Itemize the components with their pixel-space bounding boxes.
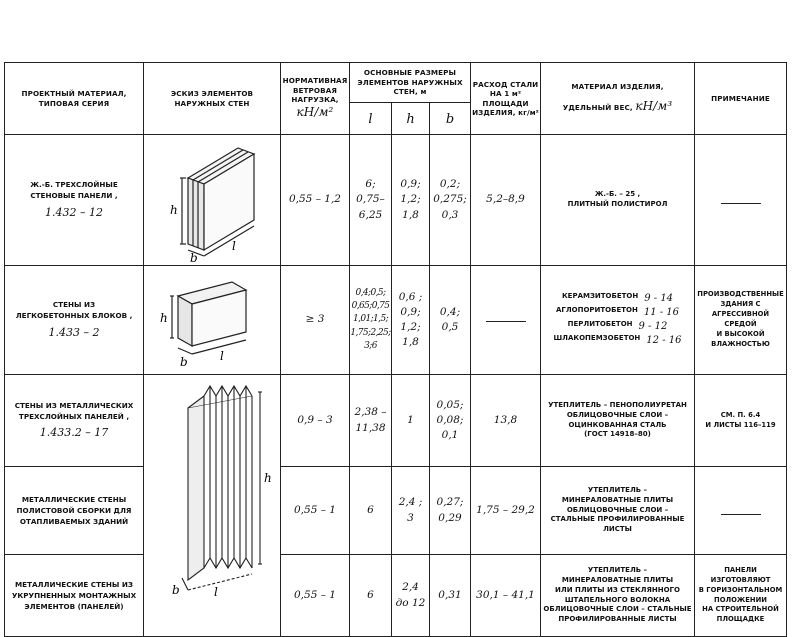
header-material: ПРОЕКТНЫЙ МАТЕРИАЛ, ТИПОВАЯ СЕРИЯ — [5, 63, 144, 135]
wall-elements-table — [4, 62, 787, 637]
unit-weight-unit: кН/м³ — [635, 99, 673, 114]
empty-dash — [721, 514, 761, 515]
corrugated-metal-panel-sketch — [148, 378, 276, 628]
row1-h: 0,9; 1,2; 1,8 — [392, 135, 430, 266]
row2-h: 0,6 ; 0,9; 1,2; 1,8 — [392, 266, 430, 375]
row1-material: Ж.-Б. ТРЕХСЛОЙНЫЕ СТЕНОВЫЕ ПАНЕЛИ , 1.432 – 12 — [5, 135, 144, 266]
table-row — [5, 467, 787, 555]
row1-steel: 5,2–8,9 — [471, 135, 541, 266]
row2-load: ≥ 3 — [281, 266, 350, 375]
row3-note: СМ. П. 6.4 И ЛИСТЫ 116–119 — [695, 375, 787, 467]
row2-steel — [471, 266, 541, 375]
row2-product: КЕРАМЗИТОБЕТОН 9 - 14 АГЛОПОРИТОБЕТОН 11 - 16 ПЕРЛИТОБЕТОН 9 - 12 ШЛАКОПЕМЗОБЕТОН 12 - 16 — [541, 266, 695, 375]
sketch-label-h: h — [170, 202, 178, 217]
row1-b: 0,2; 0,275; 0,3 — [430, 135, 471, 266]
row5-b: 0,31 — [430, 555, 471, 637]
row4-steel: 1,75 – 29,2 — [471, 467, 541, 555]
sketch-label-h: h — [264, 471, 272, 485]
row2-l: 0,4;0,5; 0,65;0,75 1,01;1,5; 1,75;2,25; 3;6 — [350, 266, 392, 375]
table-row — [5, 375, 787, 467]
row3-product: УТЕПЛИТЕЛЬ – ПЕНОПОЛИУРЕТАН ОБЛИЦОВОЧНЫЕ СЛОИ – ОЦИНКОВАННАЯ СТАЛЬ (ГОСТ 14918–80) — [541, 375, 695, 467]
lightweight-block-sketch — [148, 270, 276, 370]
header-product-material: МАТЕРИАЛ ИЗДЕЛИЯ, УДЕЛЬНЫЙ ВЕС, кН/м³ — [541, 63, 695, 135]
row1-sketch — [144, 135, 281, 266]
row1-note — [695, 135, 787, 266]
row4-material: МЕТАЛЛИЧЕСКИЕ СТЕНЫ ПОЛИСТОВОЙ СБОРКИ ДЛЯ ОТАПЛИВАЕМЫХ ЗДАНИЙ — [5, 467, 144, 555]
row4-note — [695, 467, 787, 555]
row3-h: 1 — [392, 375, 430, 467]
row4-h: 2,4 ; 3 — [392, 467, 430, 555]
row3-material: СТЕНЫ ИЗ МЕТАЛЛИЧЕСКИХ ТРЕХСЛОЙНЫХ ПАНЕЛЕЙ , 1.433.2 – 17 — [5, 375, 144, 467]
row4-b: 0,27; 0,29 — [430, 467, 471, 555]
sketch-label-b: b — [172, 583, 180, 597]
row5-load: 0,55 – 1 — [281, 555, 350, 637]
header-dimensions: ОСНОВНЫЕ РАЗМЕРЫ ЭЛЕМЕНТОВ НАРУЖНЫХ СТЕН, м — [350, 63, 471, 103]
header-note: ПРИМЕЧАНИЕ — [695, 63, 787, 135]
row5-h: 2,4 до 12 — [392, 555, 430, 637]
row5-material: МЕТАЛЛИЧЕСКИЕ СТЕНЫ ИЗ УКРУПНЕННЫХ МОНТАЖНЫХ ЭЛЕМЕНТОВ (ПАНЕЛЕЙ) — [5, 555, 144, 637]
header-dim-h: h — [392, 103, 430, 135]
row4-l: 6 — [350, 467, 392, 555]
row4-load: 0,55 – 1 — [281, 467, 350, 555]
empty-dash — [721, 203, 761, 204]
sketch-label-b: b — [190, 250, 198, 263]
wind-load-unit: кН/м² — [296, 105, 334, 120]
row1-l: 6; 0,75– 6,25 — [350, 135, 392, 266]
header-steel: РАСХОД СТАЛИ НА 1 м² ПЛОЩАДИ ИЗДЕЛИЯ, кг/м² — [471, 63, 541, 135]
row2-sketch — [144, 266, 281, 375]
row5-note: ПАНЕЛИ ИЗГОТОВЛЯЮТ В ГОРИЗОНТАЛЬНОМ ПОЛОЖЕНИИ НА СТРОИТЕЛЬНОЙ ПЛОЩАДКЕ — [695, 555, 787, 637]
row3-b: 0,05; 0,08; 0,1 — [430, 375, 471, 467]
row2-material: СТЕНЫ ИЗ ЛЕГКОБЕТОННЫХ БЛОКОВ , 1.433 – 2 — [5, 266, 144, 375]
header-dim-b: b — [430, 103, 471, 135]
row2-series: 1.433 – 2 — [48, 325, 100, 339]
row1-product: Ж.-Б. – 25 , ПЛИТНЫЙ ПОЛИСТИРОЛ — [541, 135, 695, 266]
metal-panel-sketch-area — [148, 378, 276, 628]
header-sketch: ЭСКИЗ ЭЛЕМЕНТОВ НАРУЖНЫХ СТЕН — [144, 63, 281, 135]
row1-load: 0,55 – 1,2 — [281, 135, 350, 266]
sketch-label-l: l — [232, 238, 236, 253]
table-row — [5, 555, 787, 637]
row3-steel: 13,8 — [471, 375, 541, 467]
row5-steel: 30,1 – 41,1 — [471, 555, 541, 637]
empty-dash — [486, 321, 526, 322]
table-row — [5, 266, 787, 375]
row3-series: 1.433.2 – 17 — [39, 426, 109, 440]
row2-b: 0,4; 0,5 — [430, 266, 471, 375]
table-row — [5, 135, 787, 266]
row3-load: 0,9 – 3 — [281, 375, 350, 467]
sketch-label-l: l — [214, 585, 218, 599]
sketch-label-h: h — [160, 311, 168, 325]
header-dim-l: l — [350, 103, 392, 135]
row5-l: 6 — [350, 555, 392, 637]
row4-product: УТЕПЛИТЕЛЬ – МИНЕРАЛОВАТНЫЕ ПЛИТЫ ОБЛИЦОВОЧНЫЕ СЛОИ – СТАЛЬНЫЕ ПРОФИЛИРОВАННЫЕ ЛИСТЫ — [541, 467, 695, 555]
sketch-label-l: l — [220, 349, 224, 363]
row1-series: 1.432 – 12 — [45, 205, 103, 219]
header-wind-load: НОРМАТИВНАЯ ВЕТРОВАЯ НАГРУЗКА, кН/м² — [281, 63, 350, 135]
row2-note: ПРОИЗВОДСТВЕННЫЕ ЗДАНИЯ С АГРЕССИВНОЙ СРЕДОЙ И ВЫСОКОЙ ВЛАЖНОСТЬЮ — [695, 266, 787, 375]
three-layer-panel-sketch — [148, 138, 276, 263]
sketch-label-b: b — [180, 355, 188, 369]
row3-l: 2,38 – 11,38 — [350, 375, 392, 467]
row5-product: УТЕПЛИТЕЛЬ – МИНЕРАЛОВАТНЫЕ ПЛИТЫ ИЛИ ПЛИТЫ ИЗ СТЕКЛЯННОГО ШТАПЕЛЬНОГО ВОЛОКНА ОБЛИЦОВОЧНЫЕ СЛОИ – СТАЛЬНЫЕ ПРОФИЛИРОВАННЫЕ ЛИСТЫ — [541, 555, 695, 637]
